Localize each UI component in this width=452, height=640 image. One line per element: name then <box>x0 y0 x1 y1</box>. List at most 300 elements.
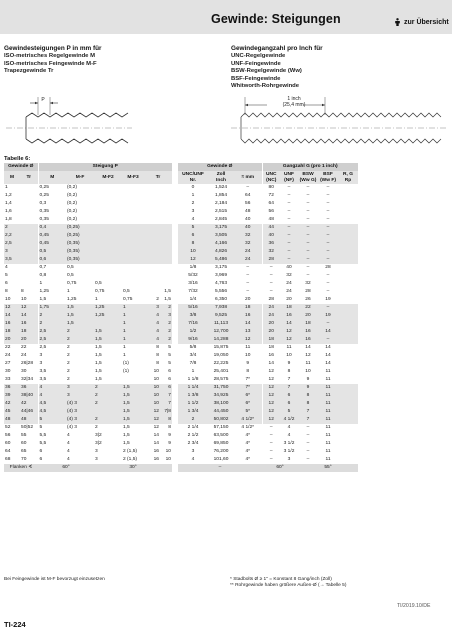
cell-pitch-m: 5,5 <box>38 432 66 440</box>
cell-pitch-mf: (0,25) <box>66 224 94 232</box>
cell-pitch-mf3 <box>122 376 144 384</box>
cell-pitch-tr-a: 12 <box>153 425 159 431</box>
cell-pitch-mf2 <box>94 232 122 240</box>
flank-angle-unified: 60° <box>262 464 298 472</box>
col-header-unc-unf-nr: UNC/UNF Nr. <box>178 171 208 184</box>
cell-pitch-mf: 4 <box>67 441 70 447</box>
cell-zoll: 5,486 <box>208 256 234 264</box>
cell-pitch-mf2: 0,5 <box>95 281 102 287</box>
cell-tr-diameter: 20 <box>20 336 38 344</box>
cell-pitch-m: 4 <box>38 384 66 392</box>
cell-unf: 40 <box>286 265 292 271</box>
col-header-mm: ≈ mm <box>234 171 262 184</box>
cell-pitch-tr-b: 6 <box>168 369 171 375</box>
cell-pitch-mf: 3 <box>66 392 94 400</box>
cell-zoll: 12,700 <box>208 328 234 336</box>
cell-unc: – <box>262 448 280 456</box>
cell-pitch-mf2 <box>94 184 122 192</box>
cell-tr-diameter <box>20 192 38 200</box>
cell-pipe <box>338 384 358 392</box>
cell-unc: 12 <box>262 368 280 376</box>
cell-m-diameter: 24 <box>5 353 11 359</box>
cell-pitch-mf: (0,35) <box>66 256 94 264</box>
cell-pitch-mf2: 1,25 <box>94 304 122 312</box>
cell-tr-diameter: 44|46 <box>20 408 38 416</box>
cell-pitch-m: 2,5 <box>38 336 66 344</box>
cell-pitch-mf: 4 <box>67 457 70 463</box>
cell-unc: 44 <box>262 224 280 232</box>
cell-pitch-tr-b: 3 <box>160 312 172 320</box>
cell-pitch-mf3: 2 (1,5) <box>123 449 137 455</box>
cell-unf: – <box>287 209 291 215</box>
cell-pitch-mf2: 2 <box>94 400 122 408</box>
cell-bsw: 28 <box>305 289 311 295</box>
cell-m-diameter: 16 <box>4 320 20 328</box>
cell-unc-unf-nr: 1 3/4 <box>178 408 208 416</box>
cell-zoll: 44,450 <box>208 408 234 416</box>
cell-bsf: 11 <box>318 408 338 416</box>
note-pipe-thread: ** Rohrgewinde haben größere Außen-Ø (→ Tabelle 5) <box>230 583 347 588</box>
cell-bsw: 9 <box>298 384 318 392</box>
cell-pipe <box>338 440 358 448</box>
cell-bsw: 7 <box>298 408 318 416</box>
cell-pitch-tr-a: 16 <box>153 457 159 463</box>
cell-pitch-m: 3,5 <box>38 376 66 384</box>
cell-pipe <box>338 312 358 320</box>
cell-pitch-tr-b <box>160 224 172 232</box>
cell-bsf: – <box>326 217 330 223</box>
cell-pitch-m: 6 <box>38 456 66 464</box>
cell-pitch-mf: (0,2) <box>67 209 77 215</box>
cell-mm: 40 <box>245 217 251 223</box>
cell-pitch-tr-b: 2 <box>160 304 172 312</box>
cell-pitch-tr-a: 8 <box>156 353 159 359</box>
inch-info-item: Whitworth-Rohrgewinde <box>231 83 300 90</box>
cell-pitch-tr-a: 14 <box>153 441 159 447</box>
inch-info-title: Gewindegangzahl pro Inch für <box>231 45 323 52</box>
cell-pipe <box>338 224 358 232</box>
cell-unf: 5 <box>280 408 298 416</box>
cell-pitch-mf2 <box>94 208 122 216</box>
table-row <box>4 360 358 368</box>
cell-pitch-mf3 <box>122 184 144 192</box>
cell-pitch-mf: 2 <box>67 369 70 375</box>
cell-zoll: 63,500 <box>213 433 229 439</box>
cell-tr-diameter: 12 <box>20 304 38 312</box>
overview-link-label: zur Übersicht <box>404 18 449 26</box>
table-row <box>4 232 358 240</box>
cell-pitch-mf3 <box>122 264 144 272</box>
cell-unf: 4 <box>287 425 291 431</box>
cell-tr-diameter: 26|28 <box>21 361 34 367</box>
cell-bsw: 14 <box>305 345 311 351</box>
cell-pitch-mf: (0,35) <box>66 248 94 256</box>
cell-mm: 20 <box>245 297 251 303</box>
cell-zoll: 2,515 <box>214 209 228 215</box>
cell-unc: 12 <box>262 384 280 392</box>
thread-pitch-table <box>4 163 358 472</box>
cell-bsf: 19 <box>325 297 331 303</box>
cell-pitch-m: 5 <box>38 424 66 432</box>
cell-unc-unf-nr: 5/8 <box>189 345 197 351</box>
cell-pitch-mf2: 1,5 <box>95 377 102 383</box>
cell-pitch-tr-b <box>160 264 172 272</box>
cell-pitch-mf3: (1) <box>123 361 129 367</box>
cell-tr-diameter <box>20 208 38 216</box>
cell-m-diameter: 18 <box>4 328 20 336</box>
cell-tr-diameter: 70 <box>21 457 27 463</box>
cell-bsw: – <box>298 256 318 264</box>
table-row <box>4 344 358 352</box>
cell-m-diameter: 48 <box>4 416 20 424</box>
cell-pitch-mf: 0,5 <box>67 273 74 279</box>
cell-unc-unf-nr: 2 <box>178 416 208 424</box>
cell-pitch-tr-a: 16 <box>153 449 159 455</box>
cell-unf: – <box>287 201 291 207</box>
note-studbolts: * Stadbolts Ø ≥ 1" = Konstant 8 Gang/inch (Zoll) <box>230 577 332 582</box>
cell-pipe <box>338 352 358 360</box>
cell-pitch-mf2: 3 <box>95 449 98 455</box>
cell-pitch-mf3: 1,5 <box>123 441 130 447</box>
cell-pitch-m: 1,25 <box>38 288 66 296</box>
cell-unc: 80 <box>262 184 280 192</box>
cell-unf: 6 <box>280 400 298 408</box>
cell-tr-diameter <box>20 248 38 256</box>
cell-bsw: – <box>306 209 310 215</box>
cell-pitch-tr-a: 8 <box>156 361 159 367</box>
cell-tr-diameter <box>20 240 38 248</box>
cell-pitch-tr-a: 12 <box>144 416 160 424</box>
cell-pitch-mf2 <box>94 320 122 328</box>
cell-bsf: 11 <box>325 441 331 447</box>
cell-pitch-mf: 1,5 <box>66 304 94 312</box>
cell-pitch-tr-a <box>144 232 160 240</box>
cell-tr-diameter: 10 <box>21 297 27 303</box>
cell-bsw: 10 <box>305 369 311 375</box>
cell-pitch-mf2 <box>94 224 122 232</box>
cell-pipe <box>338 416 358 424</box>
cell-mm: 10 <box>245 353 251 359</box>
cell-unf: 16 <box>280 312 298 320</box>
cell-pitch-tr-b: 10 <box>165 457 171 463</box>
cell-zoll: 1,524 <box>214 185 228 191</box>
cell-zoll: 22,225 <box>213 361 229 367</box>
cell-unc-unf-nr: 1/4 <box>189 297 197 303</box>
cell-tr-diameter <box>20 200 38 208</box>
cell-unc: 56 <box>262 208 280 216</box>
cell-pitch-mf: (0,2) <box>67 201 77 207</box>
cell-pitch-tr-b: 1,5 <box>164 297 171 303</box>
cell-zoll: 1,854 <box>214 193 228 199</box>
cell-tr-diameter <box>20 216 38 224</box>
cell-bsw: 12 <box>305 353 311 359</box>
cell-bsw: – <box>306 201 310 207</box>
cell-mm: 24 <box>234 256 262 264</box>
cell-pitch-tr-b: 6 <box>168 377 171 383</box>
cell-pitch-mf: (0,2) <box>67 217 77 223</box>
cell-unc-unf-nr: 9/16 <box>178 336 208 344</box>
cell-pitch-tr-b: 5 <box>168 361 171 367</box>
cell-bsw: – <box>306 449 310 455</box>
cell-pipe <box>338 248 358 256</box>
cell-mm: 13 <box>234 328 262 336</box>
document-number: TI/2019.10/DE <box>397 603 431 609</box>
col-header-unc: UNC (NC) <box>262 171 280 184</box>
cell-pitch-mf3 <box>122 192 144 200</box>
cell-unc: 36 <box>262 240 280 248</box>
cell-pitch-tr-b: 10 <box>165 449 171 455</box>
cell-bsw: 20 <box>298 312 318 320</box>
cell-pitch-m: 3 <box>38 352 66 360</box>
cell-mm: 5* <box>234 408 262 416</box>
cell-mm: 7* <box>234 384 262 392</box>
cell-bsf: – <box>318 224 338 232</box>
cell-unc-unf-nr: 5/16 <box>178 304 208 312</box>
cell-tr-diameter <box>20 264 38 272</box>
col-header-pitch-m: M <box>38 171 66 184</box>
cell-bsf: – <box>318 248 338 256</box>
cell-bsw: – <box>306 425 310 431</box>
cell-pitch-m: 5 <box>38 416 66 424</box>
cell-pitch-mf2: 2 <box>94 416 122 424</box>
cell-pitch-mf3: 1,5 <box>122 408 144 416</box>
cell-pitch-m: 0,6 <box>38 256 66 264</box>
cell-mm: 6* <box>234 392 262 400</box>
table-row <box>4 400 358 408</box>
cell-pitch-mf: 1,25 <box>67 297 77 303</box>
table-row <box>4 376 358 384</box>
cell-m-diameter: 4 <box>5 265 8 271</box>
cell-zoll: 3,969 <box>214 273 228 279</box>
cell-unc-unf-nr: 7/16 <box>178 320 208 328</box>
cell-pitch-mf: (4) 3 <box>66 400 94 408</box>
cell-pitch-mf3: (1) <box>123 369 129 375</box>
cell-mm: 56 <box>245 201 251 207</box>
cell-pitch-m: 0,8 <box>38 272 66 280</box>
cell-pitch-mf: 4 <box>67 433 70 439</box>
cell-pitch-tr-a <box>144 288 160 296</box>
cell-bsf: – <box>326 201 330 207</box>
cell-pipe <box>338 280 358 288</box>
col-header-unf: UNF (NF) <box>280 171 298 184</box>
cell-pitch-mf3: 1 <box>122 304 144 312</box>
cell-zoll: 2,184 <box>214 201 228 207</box>
cell-unc-unf-nr: 0 <box>191 185 195 191</box>
cell-unc: 32 <box>262 248 280 256</box>
inch-info-list <box>231 53 302 91</box>
cell-m-diameter: 36 <box>4 384 20 392</box>
cell-pipe <box>338 296 358 304</box>
cell-unf: 20 <box>286 297 292 303</box>
cell-pipe <box>338 232 358 240</box>
cell-pipe <box>338 400 358 408</box>
cell-unc: 12 <box>262 416 280 424</box>
cell-bsf: – <box>326 193 330 199</box>
cell-pitch-tr-a: 2 <box>156 297 159 303</box>
cell-pitch-mf2: 1,5 <box>94 328 122 336</box>
cell-mm: 9 <box>246 361 250 367</box>
flank-angle-label: Flanken ∢ <box>4 464 38 472</box>
cell-pipe <box>338 448 358 456</box>
cell-bsw: 16 <box>298 328 318 336</box>
cell-mm: 16 <box>234 312 262 320</box>
cell-bsf: – <box>326 185 330 191</box>
cell-unf: 4 <box>287 433 291 439</box>
cell-pitch-tr-b: 7 <box>160 392 172 400</box>
table-caption: Tabelle 6: <box>4 156 31 162</box>
cell-unc: – <box>262 280 280 288</box>
cell-unc-unf-nr: 5 <box>178 224 208 232</box>
cell-pitch-m: 3 <box>38 360 66 368</box>
cell-unc: 12 <box>262 408 280 416</box>
cell-unc: – <box>262 440 280 448</box>
cell-pitch-tr-b: 6 <box>160 384 172 392</box>
cell-m-diameter: 3 <box>4 248 20 256</box>
cell-pitch-m: 0,3 <box>38 200 66 208</box>
cell-unf: 7 <box>280 384 298 392</box>
table-row <box>4 392 358 400</box>
cell-m-diameter: 45 <box>4 408 20 416</box>
cell-unf: 6 <box>280 392 298 400</box>
cell-tr-diameter <box>20 280 38 288</box>
cell-pitch-tr-b <box>160 192 172 200</box>
cell-zoll: 34,925 <box>208 392 234 400</box>
cell-zoll: 5,556 <box>214 289 228 295</box>
table-row <box>4 304 358 312</box>
cell-m-diameter: 27 <box>5 361 11 367</box>
cell-bsw: 18 <box>298 320 318 328</box>
cell-unf: – <box>280 224 298 232</box>
table-row <box>4 352 358 360</box>
flank-angle-row <box>4 464 358 472</box>
cell-bsf: 14 <box>325 353 331 359</box>
cell-bsw: – <box>298 240 318 248</box>
cell-tr-diameter: 30 <box>21 369 27 375</box>
cell-zoll: 11,113 <box>208 320 234 328</box>
cell-unc-unf-nr: 7/32 <box>188 289 198 295</box>
cell-zoll: 19,050 <box>213 353 229 359</box>
cell-bsf: 14 <box>318 328 338 336</box>
cell-bsf: 11 <box>325 449 331 455</box>
cell-zoll: 31,750 <box>208 384 234 392</box>
cell-pitch-tr-b: 9 <box>168 433 171 439</box>
cell-m-diameter: 2,5 <box>4 240 20 248</box>
cell-tr-diameter: 65 <box>21 449 27 455</box>
cell-tr-diameter: 60 <box>21 441 27 447</box>
table-row <box>4 224 358 232</box>
cell-pitch-m: 1,5 <box>38 296 66 304</box>
cell-m-diameter: 14 <box>4 312 20 320</box>
flank-angle-metric: 60° <box>38 464 94 472</box>
cell-unf: 11 <box>286 345 292 351</box>
cell-pitch-mf2: 1,25 <box>94 312 122 320</box>
cell-pitch-mf2: 1,5 <box>95 353 102 359</box>
cell-pitch-mf3 <box>122 272 144 280</box>
cell-unc-unf-nr: 4 <box>191 217 195 223</box>
cell-pipe <box>338 272 358 280</box>
cell-unc-unf-nr: 1/2 <box>178 328 208 336</box>
cell-m-diameter: 56 <box>5 433 11 439</box>
cell-unc-unf-nr: 5/32 <box>188 273 198 279</box>
cell-bsf: – <box>326 273 330 279</box>
col-header-bsf: BSF (Ww F) <box>318 171 338 184</box>
cell-pitch-m: 2,5 <box>38 328 66 336</box>
table-row <box>4 312 358 320</box>
cell-bsf: 11 <box>325 377 331 383</box>
cell-pitch-tr-a: 10 <box>153 377 159 383</box>
cell-pitch-tr-a: 4 <box>144 328 160 336</box>
group-header-pitch: Steigung P <box>38 163 172 171</box>
cell-bsw: 9 <box>306 377 310 383</box>
cell-pitch-tr-a: 10 <box>144 392 160 400</box>
cell-bsw: – <box>306 217 310 223</box>
cell-mm: 24 <box>234 248 262 256</box>
cell-bsf: – <box>318 336 338 344</box>
cell-pipe <box>338 368 358 376</box>
cell-pitch-m: 1,75 <box>38 304 66 312</box>
cell-pitch-mf: 0,5 <box>67 265 74 271</box>
cell-m-diameter: 1,2 <box>5 193 12 199</box>
note-fine-thread: Bei Feingewinde ist M-F bevorzugt einzusetzen <box>4 577 105 582</box>
table-row <box>4 272 358 280</box>
cell-unc-unf-nr: 3 <box>191 449 195 455</box>
cell-unc-unf-nr: 2 3/4 <box>187 441 199 447</box>
cell-bsw: – <box>298 232 318 240</box>
cell-pitch-tr-a: 4 <box>144 312 160 320</box>
cell-pitch-tr-b <box>160 184 172 192</box>
cell-pitch-mf2: 2 <box>95 425 98 431</box>
cell-mm: 40 <box>234 224 262 232</box>
table-row <box>4 208 358 216</box>
cell-tr-diameter: 38|40 <box>20 392 38 400</box>
cell-zoll: 69,850 <box>213 441 229 447</box>
metric-info-item: ISO-metrisches Regelgewinde M <box>4 53 96 59</box>
flank-angle-un-dash: – <box>178 464 262 472</box>
cell-pitch-tr-b: 7|8 <box>160 408 172 416</box>
cell-unc: 24 <box>262 312 280 320</box>
table-row <box>4 368 358 376</box>
table-row <box>4 448 358 456</box>
cell-unc: – <box>262 288 280 296</box>
table-row <box>4 248 358 256</box>
cell-pitch-mf2: 1 <box>95 297 98 303</box>
cell-pitch-mf: (4) 3 <box>67 425 77 431</box>
group-header-tpi: Gangzahl G (pro 1 inch) <box>262 163 358 171</box>
overview-link[interactable] <box>394 18 449 26</box>
cell-unc: – <box>262 272 280 280</box>
cell-bsf: 19 <box>318 312 338 320</box>
cell-pitch-mf3 <box>122 248 144 256</box>
cell-mm: 4* <box>245 441 251 447</box>
cell-bsf: – <box>318 240 338 248</box>
cell-zoll: 38,100 <box>208 400 234 408</box>
cell-pitch-m: 4 <box>38 392 66 400</box>
cell-pipe <box>338 336 358 344</box>
cell-pitch-mf3 <box>122 280 144 288</box>
cell-bsf: 11 <box>325 457 331 463</box>
cell-bsw: – <box>306 193 310 199</box>
cell-mm: 12 <box>234 336 262 344</box>
cell-pipe <box>338 264 358 272</box>
cell-pitch-tr-b: 2 <box>160 328 172 336</box>
col-header-bsw: BSW (Ww G) <box>299 172 317 183</box>
cell-pitch-mf: (4) 3 <box>66 416 94 424</box>
cell-unc-unf-nr: 1 3/8 <box>178 392 208 400</box>
cell-pitch-tr-b <box>160 208 172 216</box>
cell-bsw: 8 <box>298 392 318 400</box>
cell-bsw: 16 <box>298 336 318 344</box>
cell-tr-diameter: 8 <box>21 289 24 295</box>
